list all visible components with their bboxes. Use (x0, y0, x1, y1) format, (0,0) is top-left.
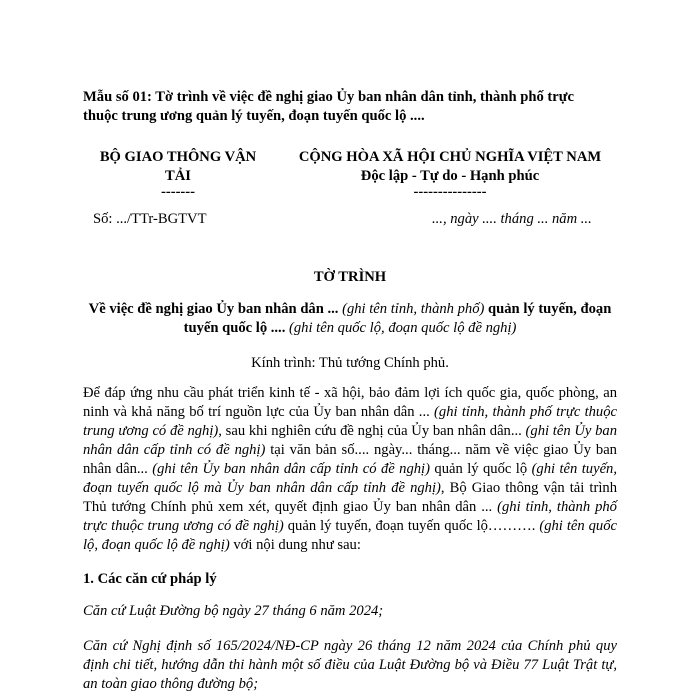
recipient-line: Kính trình: Thủ tướng Chính phủ. (251, 355, 449, 371)
national-divider: --------------- (413, 184, 487, 200)
issuer-divider: ------- (160, 184, 196, 200)
body-paragraph (83, 384, 617, 555)
national-motto: Độc lập - Tự do - Hạnh phúc (360, 168, 540, 184)
body-note: (ghi tên Ủy ban nhân dân cấp tỉnh có đề nghị) (83, 423, 618, 458)
template-heading-line2: thuộc trung ương quản lý tuyến, đoạn tuyến quốc lộ .... (83, 108, 425, 124)
issuer-name-line1: BỘ GIAO THÔNG VẬN (99, 149, 257, 165)
body-note: (ghi tên quốc lộ, đoạn quốc lộ đề nghị) (83, 518, 617, 553)
template-heading-line1: Mẫu số 01: Tờ trình về việc đề nghị giao Ủy ban nhân dân tỉnh, thành phố trực (83, 89, 574, 105)
national-title: CỘNG HÒA XÃ HỘI CHỦ NGHĨA VIỆT NAM (298, 149, 602, 165)
issuer-block (83, 148, 273, 198)
date-line: ..., ngày .... tháng ... năm ... (432, 211, 592, 227)
issuer-name-line2: TẢI (165, 168, 191, 184)
document-number: Số: .../TTr-BGTVT (93, 211, 207, 227)
legal-basis-2: Căn cứ Nghị định số 165/2024/NĐ-CP ngày 26 tháng 12 năm 2024 của Chính phủ quy định chi tiết, hướng dẫn thi hành một số điều của Luật Đường bộ và Điều 77 Luật Trật tự, an toàn giao thông đường bộ; (83, 638, 617, 692)
body-run: với nội dung như sau: (229, 537, 361, 553)
body-run: Để đáp ứng nhu cầu phát triển kinh tế - xã hội, bảo đảm lợi ích quốc gia, quốc phòng, an ninh và khả năng bố trí nguồn lực của Ủy ban nhân dân ... (83, 385, 617, 420)
subject-note-2: (ghi tên quốc lộ, đoạn quốc lộ đề nghị) (289, 320, 517, 336)
template-heading (83, 88, 623, 126)
body-note: (ghi tỉnh, thành phố trực thuộc trung ương có đề nghị) (83, 499, 617, 534)
body-run: tại văn bản số.... ngày... tháng... năm về việc giao Ủy ban nhân dân... (83, 442, 617, 477)
document-subject (78, 300, 622, 338)
body-run: , sau khi nghiên cứu đề nghị của Ủy ban nhân dân... (218, 423, 526, 439)
subject-text-1: Về việc đề nghị giao Ủy ban nhân dân ... (88, 301, 343, 317)
subject-text-3: tuyến quốc lộ .... (183, 320, 290, 336)
body-note: (ghi tỉnh, thành phố trực thuộc trung ương có đề nghị) (83, 404, 617, 439)
body-run: , Bộ Giao thông vận tải trình Thủ tướng Chính phủ xem xét, quyết định giao Ủy ban nhân dân ... (83, 480, 617, 515)
section-heading: 1. Các căn cứ pháp lý (83, 571, 217, 587)
national-header (285, 148, 615, 198)
body-run: quản lý tuyến, đoạn tuyến quốc lộ………. (283, 518, 540, 534)
body-run: quản lý quốc lộ (429, 461, 532, 477)
subject-note-1: (ghi tên tỉnh, thành phố) (342, 301, 485, 317)
document-title: TỜ TRÌNH (313, 269, 387, 285)
body-note: (ghi tên tuyến, đoạn tuyến quốc lộ mà Ủy ban nhân dân cấp tỉnh đề nghị) (83, 461, 618, 496)
body-note: (ghi tên Ủy ban nhân dân cấp tỉnh có đề nghị) (152, 461, 430, 477)
legal-basis-1: Căn cứ Luật Đường bộ ngày 27 tháng 6 năm 2024; (83, 603, 384, 619)
subject-text-2: quản lý tuyến, đoạn (484, 301, 612, 317)
